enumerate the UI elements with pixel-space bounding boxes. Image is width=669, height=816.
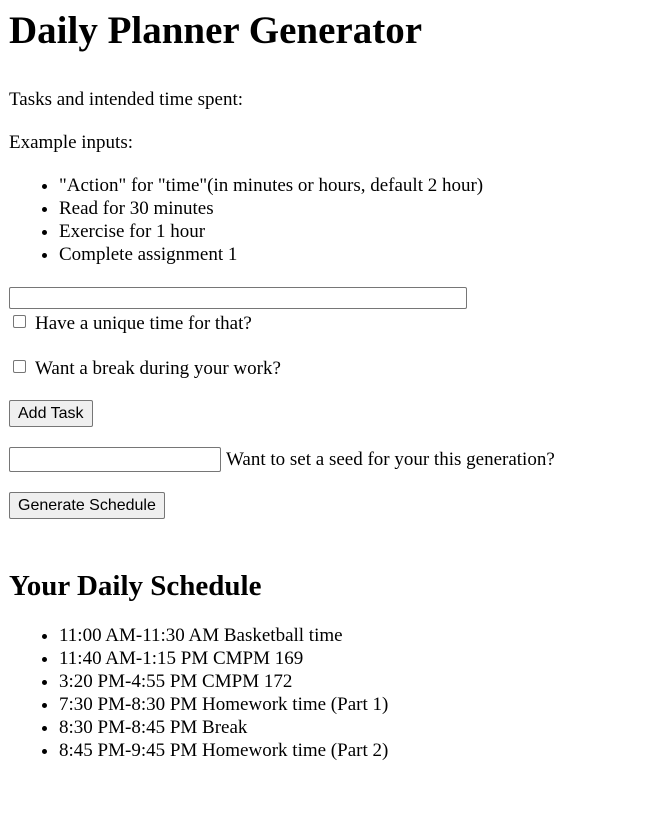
schedule-title: Your Daily Schedule [9,570,262,602]
unique-time-checkbox[interactable] [13,315,26,328]
add-task-button[interactable]: Add Task [9,400,93,427]
break-checkbox[interactable] [13,360,26,373]
example-label: Example inputs: [9,132,134,153]
example-list [9,174,660,266]
schedule-item: • 8:30 PM-8:45 PM Break [59,716,660,739]
schedule-item: • 11:40 AM-1:15 PM CMPM 169 [59,647,660,670]
schedule-item: • 8:45 PM-9:45 PM Homework time (Part 2) [59,739,660,762]
schedule-list [9,624,660,762]
planner-page [0,8,669,762]
seed-label: Want to set a seed for your this generation? [226,448,555,470]
page-title: Daily Planner Generator [9,9,423,52]
schedule-item: • 7:30 PM-8:30 PM Homework time (Part 1) [59,693,660,716]
schedule-item: • 11:00 AM-11:30 AM Basketball time [59,624,660,647]
break-label: Want a break during your work? [35,358,281,379]
unique-time-label: Have a unique time for that? [35,313,252,334]
list-item: • Read for 30 minutes [59,197,660,220]
list-item: • "Action" for "time"(in minutes or hours, default 2 hour) [59,174,660,197]
intro-text: Tasks and intended time spent: [9,89,244,110]
task-input[interactable] [9,287,467,309]
break-row [9,357,660,380]
list-item: • Complete assignment 1 [59,243,660,266]
unique-time-row [9,312,660,335]
list-item: • Exercise for 1 hour [59,220,660,243]
generate-schedule-button[interactable]: Generate Schedule [9,492,165,519]
schedule-item: • 3:20 PM-4:55 PM CMPM 172 [59,670,660,693]
seed-row [9,447,660,472]
seed-input[interactable] [9,447,221,472]
